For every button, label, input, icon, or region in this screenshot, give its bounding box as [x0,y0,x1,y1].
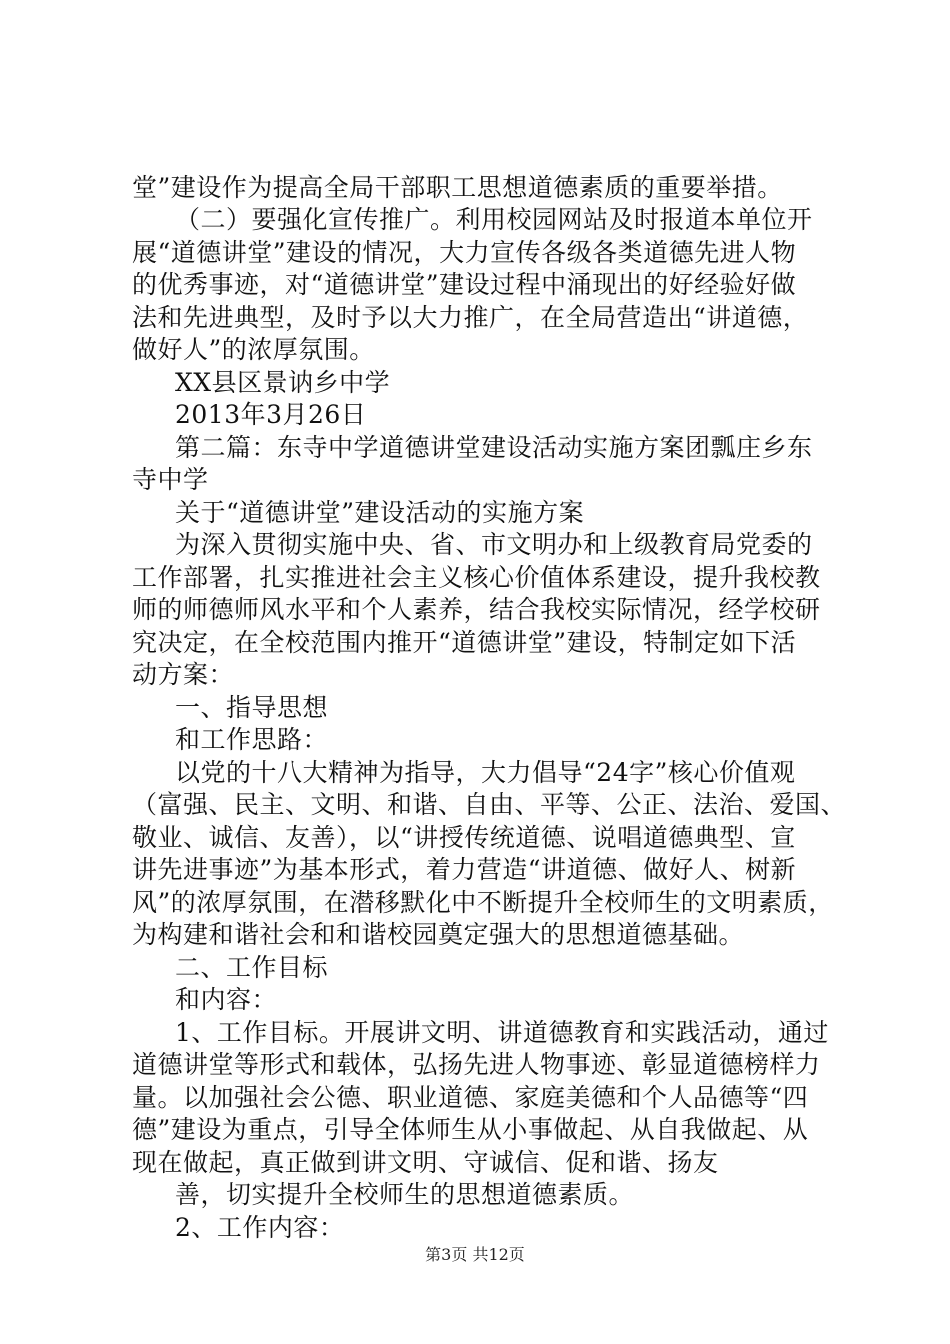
text-line: 风”的浓厚氛围，在潜移默化中不断提升全校师生的文明素质， [132,888,834,917]
text-line: （富强、民主、文明、和谐、自由、平等、公正、法治、爱国、 [132,790,847,819]
text-line: 2013年3月26日 [175,400,367,429]
text-line: 讲先进事迹”为基本形式，着力营造“讲道德、做好人、树新 [132,855,797,884]
text-line: 第二篇：东寺中学道德讲堂建设活动实施方案团瓢庄乡东 [175,433,813,462]
text-line: 法和先进典型，及时予以大力推广，在全局营造出“讲道德， [132,303,809,332]
text-line: 1、工作目标。开展讲文明、讲道德教育和实践活动，通过 [175,1018,829,1047]
text-line: 二、工作目标 [175,953,329,982]
text-line: 道德讲堂等形式和载体，弘扬先进人物事迹、彰显道德榜样力 [132,1050,821,1079]
text-line: 究决定，在全校范围内推开“道德讲堂”建设，特制定如下活 [132,628,797,657]
text-line: （二）要强化宣传推广。利用校园网站及时报道本单位开 [175,205,813,234]
text-line: 量。以加强社会公德、职业道德、家庭美德和个人品德等“四 [132,1083,809,1112]
text-line: 工作部署，扎实推进社会主义核心价值体系建设，提升我校教 [132,563,821,592]
text-line: 和工作思路： [175,725,329,754]
text-line: 现在做起，真正做到讲文明、守诚信、促和谐、扬友 [132,1148,719,1177]
text-line: 为构建和谐社会和和谐校园奠定强大的思想道德基础。 [132,920,745,949]
text-line: 和内容： [175,985,278,1014]
text-line: 寺中学 [132,465,209,494]
text-line: 关于“道德讲堂”建设活动的实施方案 [175,498,585,527]
text-line: 德”建设为重点，引导全体师生从小事做起、从自我做起、从 [132,1115,809,1144]
text-line: 为深入贯彻实施中央、省、市文明办和上级教育局党委的 [175,530,813,559]
text-line: 以党的十八大精神为指导，大力倡导“24字”核心价值观 [175,758,796,787]
text-line: 堂”建设作为提高全局干部职工思想道德素质的重要举措。 [132,173,783,202]
text-line: 的优秀事迹，对“道德讲堂”建设过程中涌现出的好经验好做 [132,270,797,299]
text-line: 一、指导思想 [175,693,329,722]
text-line: 师的师德师风水平和个人素养，结合我校实际情况，经学校研 [132,595,821,624]
text-line: 2、工作内容： [175,1213,345,1242]
text-line: XX县区景讷乡中学 [175,368,391,397]
page-footer: 第3页 共12页 [425,1245,525,1264]
text-line: 展“道德讲堂”建设的情况，大力宣传各级各类道德先进人物 [132,238,797,267]
text-line: 善，切实提升全校师生的思想道德素质。 [175,1180,635,1209]
text-line: 敬业、诚信、友善），以“讲授传统道德、说唱道德典型、宣 [132,823,796,852]
text-line: 动方案： [132,660,235,689]
text-line: 做好人”的浓厚氛围。 [132,335,375,364]
